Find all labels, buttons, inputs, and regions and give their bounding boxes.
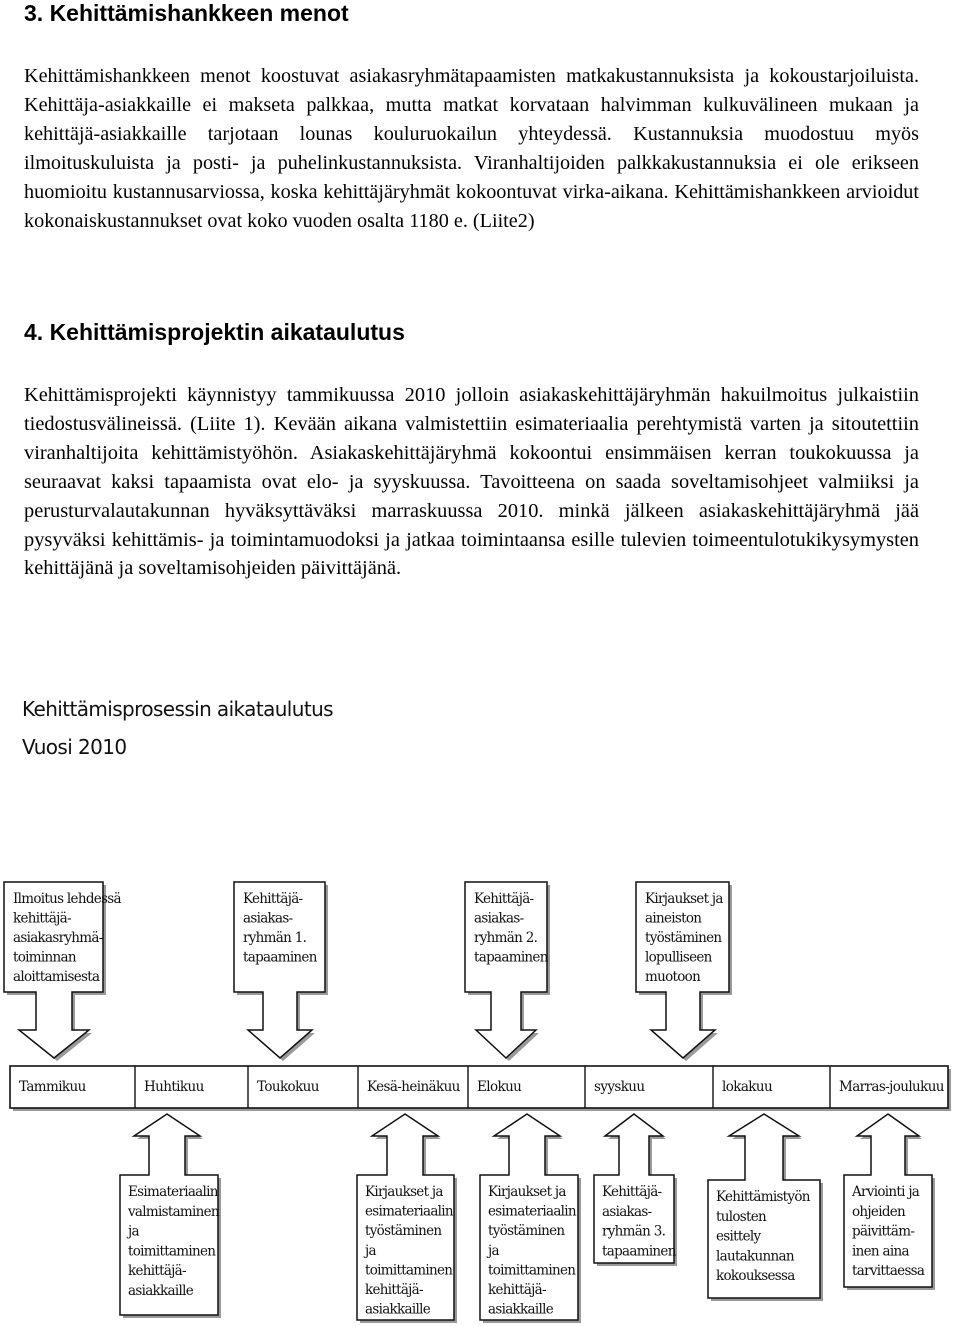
section-3-heading: 3. Kehittämishankkeen menot	[24, 0, 349, 26]
box-text-line: asiakkaille	[365, 1301, 430, 1318]
box-text-line: aineiston	[645, 910, 702, 927]
month-label: syyskuu	[594, 1079, 645, 1095]
box-text-line: päivittäm-	[852, 1223, 915, 1240]
box-text-line: tapaaminen	[602, 1243, 676, 1260]
box-text-line: Kehittäjä-	[243, 891, 303, 907]
paragraph-sentence: Kevään aikana valmistettiin esimateriaalia perehtymistä varten ja sitoutettiin viranhaltijoita kehittämistyöhön.	[24, 412, 919, 464]
box-text-line: kehittäjä-	[13, 910, 71, 927]
section-4-heading: 4. Kehittämisprojektin aikataulutus	[24, 319, 405, 345]
box-text-line: toimittaminen	[365, 1262, 453, 1279]
month-label: Marras-joulukuu	[839, 1079, 944, 1095]
paragraph-sentence: Kehittämishankkeen arvioidut kokonaiskustannukset ovat koko vuoden osalta 1180 e. (Liite2)	[24, 181, 919, 233]
paragraph-sentence: Tavoitteena on saada soveltamisohjeet valmiiksi ja perusturvalautakunnan hyväksyttäväksi marraskuussa 2010. minkä jälkeen asiakaskehittäjäryhmä jää pysyväksi kehittämis- ja toimintamuodoksi ja jatkaa toimintaansa esille tulevien toimeentulotukikysymysten kehittäjänä ja soveltamisohjeiden päivittäjänä.	[24, 470, 919, 580]
box-text-line: kehittäjä-	[128, 1263, 186, 1280]
figure-title: Kehittämisprosessin aikataulutus	[22, 697, 333, 721]
month-label: Kesä-heinäkuu	[367, 1079, 460, 1095]
box-text-line: kokouksessa	[716, 1268, 795, 1285]
paragraph-sentence: Kehittämisprojekti käynnistyy tammikuussa 2010 jolloin asiakaskehittäjäryhmän hakuilmoitus julkaistiin tiedostusvälineissä. (Liite 1).	[24, 384, 919, 435]
box-text-line: tapaaminen	[474, 949, 548, 966]
box-text-line: ryhmän 3.	[602, 1223, 666, 1240]
month-label: Tammikuu	[19, 1079, 86, 1095]
box-text-line: esimateriaalin	[488, 1203, 576, 1220]
callout-box-top	[465, 882, 547, 1058]
box-text-line: työstäminen	[645, 930, 722, 946]
box-text-line: inen aina	[852, 1243, 909, 1260]
box-text-line: toimittaminen	[488, 1262, 576, 1279]
box-text-line: muotoon	[645, 969, 701, 985]
box-text-line: valmistaminen	[128, 1203, 219, 1220]
box-text-line: aloittamisesta	[13, 969, 100, 985]
box-text-line: asiakasryhmä-	[13, 930, 103, 946]
box-text-line: Arviointi ja	[852, 1184, 920, 1200]
callout-box-bottom	[844, 1114, 932, 1287]
box-text-line: Kirjaukset ja	[488, 1184, 566, 1200]
box-text-line: Kirjaukset ja	[365, 1184, 443, 1200]
month-label: lokakuu	[722, 1079, 773, 1095]
month-label: Toukokuu	[257, 1079, 319, 1095]
box-text-line: Kehittäjä-	[474, 891, 534, 907]
box-text-line: toimittaminen	[128, 1243, 216, 1260]
figure-year: Vuosi 2010	[22, 735, 127, 759]
box-text-line: Kehittäjä-	[602, 1184, 662, 1200]
box-text-line: lautakunnan	[716, 1248, 794, 1265]
box-text-line: Kirjaukset ja	[645, 891, 723, 907]
box-text-line: työstäminen	[488, 1223, 565, 1240]
box-text-line: lopulliseen	[645, 949, 712, 966]
box-text-line: asiakkaille	[488, 1301, 553, 1318]
box-text-line: tarvittaessa	[852, 1263, 925, 1280]
box-text-line: asiakkaille	[128, 1283, 193, 1299]
box-text-line: ryhmän 2.	[474, 930, 538, 946]
paragraph-sentence: Viranhaltijoiden palkkakustannuksia ei ole erikseen huomioitu kustannusarviossa, koska kehittäjäryhmät kokoontuvat virka-aikana.	[24, 152, 919, 204]
paragraph-sentence: Kehittämishankkeen menot koostuvat asiakasryhmätapaamisten matkakustannuksista ja kokoustarjoiluista. Kehittäja-asiakkaille ei makseta palkkaa, mutta matkat korvataan halvimman kulkuvälineen mukaan ja kehittäjä-asiakkaille tarjotaan lounas kouluruokailun yhteydessä.	[24, 65, 919, 146]
box-text-line: tapaaminen	[243, 949, 317, 966]
paragraph-sentence: Kustannuksia muodostuu myös ilmoituskuluista ja posti- ja puhelinkustannuksista.	[24, 123, 920, 175]
box-text-line: ryhmän 1.	[243, 930, 307, 946]
box-text-line: ja	[128, 1223, 139, 1240]
box-text-line: ohjeiden	[852, 1203, 906, 1220]
box-text-line: asiakas-	[602, 1203, 652, 1220]
box-text-line: kehittäjä-	[365, 1282, 423, 1298]
box-text-line: Ilmoitus lehdessä	[13, 891, 121, 907]
month-label: Huhtikuu	[144, 1079, 204, 1095]
box-text-line: Kehittämistyön	[716, 1189, 810, 1205]
box-text-line: toiminnan	[13, 949, 76, 966]
callout-box-top	[234, 882, 325, 1058]
box-text-line: tulosten	[716, 1208, 767, 1225]
month-label: Elokuu	[477, 1079, 522, 1095]
box-text-line: asiakas-	[474, 910, 524, 927]
box-text-line: esittely	[716, 1228, 761, 1245]
box-text-line: työstäminen	[365, 1223, 442, 1240]
box-text-line: Esimateriaalin	[128, 1184, 218, 1200]
paragraph-sentence: Asiakaskehittäjäryhmä kokoontui ensimmäisen kerran toukokuussa ja seuraavat kaksi tapaamista ovat elo- ja syyskuussa.	[24, 441, 919, 493]
box-text-line: kehittäjä-	[488, 1282, 546, 1298]
box-text-line: asiakas-	[243, 910, 293, 927]
box-text-line: ja	[365, 1242, 376, 1259]
box-text-line: esimateriaalin	[365, 1203, 453, 1220]
box-text-line: ja	[488, 1242, 499, 1259]
